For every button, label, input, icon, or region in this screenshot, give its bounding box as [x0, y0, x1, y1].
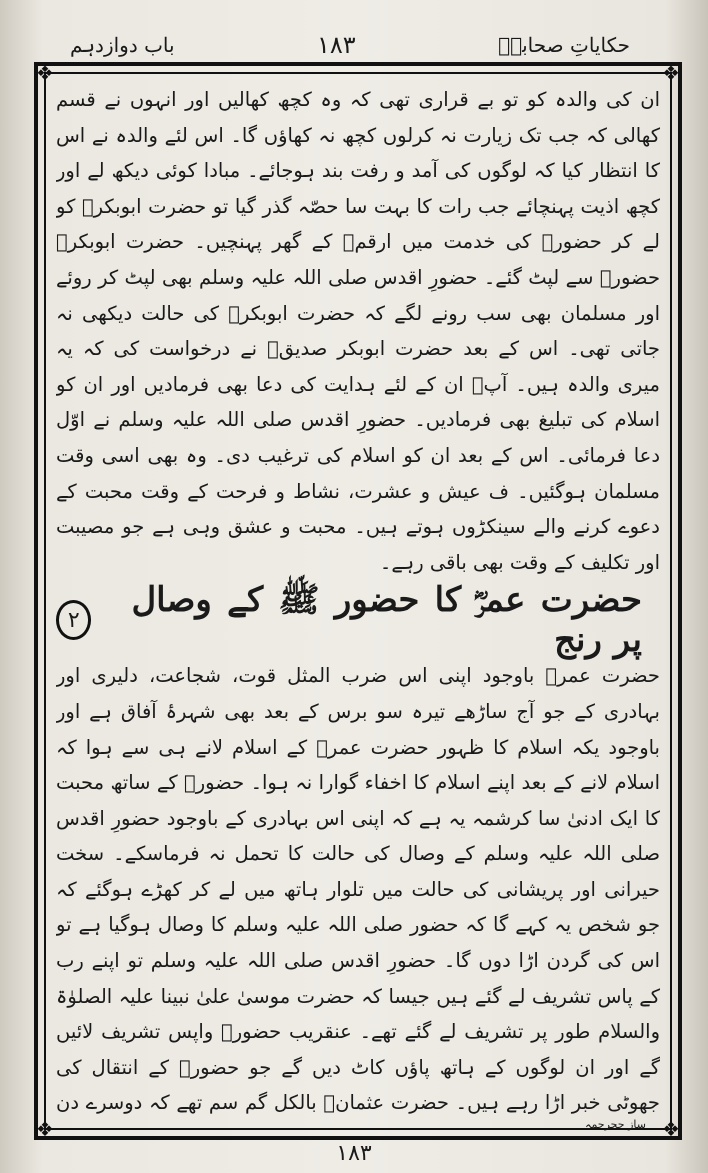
footer-page-number: ۱۸۳: [336, 1141, 372, 1166]
corner-ornament-icon: ❖: [662, 61, 680, 85]
header-page-number: ۱۸۳: [317, 31, 356, 59]
corner-ornament-icon: ❖: [36, 1117, 54, 1141]
header-chapter-title: باب دوازدہم: [70, 33, 175, 57]
running-header: [70, 28, 630, 62]
page-body: [56, 82, 660, 1118]
section-title: حضرت عمرؓ کا حضور ﷺ کے وصال پر رنج: [131, 580, 642, 661]
paragraph-1: ان کی والدہ کو تو بے قراری تھی کہ وہ کچھ کھالیں اور انہوں نے قسم کھالی کہ جب تک زیارت نہ کرلوں کچھ نہ کھاؤں گا۔ اس لئے والدہ نے اس کا انتظار کیا کہ لوگوں کی آمد و رفت بند ہوجائے۔ مبادا کوئی دیکھ لے اور کچھ اذیت پہنچائے جب رات کا بہت سا حصّہ گذر گیا تو حضرت ابوبکرؓ کو لے کر حضورؐ کی خدمت میں ارقمؓ کے گھر پہنچیں۔ حضرت ابوبکرؓ حضورؐ سے لپٹ گئے۔ حضورِ اقدس صلی اللہ علیہ وسلم بھی لپٹ کر روئے اور مسلمان بھی سب رونے لگے کہ حضرت ابوبکرؓ کی حالت دیکھی نہ جاتی تھی۔ اس کے بعد حضرت ابوبکر صدیقؓ نے درخواست کی کہ یہ میری والدہ ہیں۔ آپؐ ان کے لئے ہدایت کی دعا بھی فرمادیں اور ان کو اسلام کی تبلیغ بھی فرمادیں۔ حضورِ اقدس صلی اللہ علیہ وسلم نے اوّل دعا فرمائی۔ اس کے بعد ان کو اسلام کی ترغیب دی۔ وہ بھی اسی وقت مسلمان ہوگئیں۔ ف عیش و عشرت، نشاط و فرحت کے وقت محبت کے دعوے کرنے والے سینکڑوں ہوتے ہیں۔ محبت و عشق وہی ہے جو مصیبت اور تکلیف کے وقت بھی باقی رہے۔: [56, 88, 660, 574]
corner-ornament-icon: ❖: [662, 1117, 680, 1141]
section-number-circle: ۲: [56, 600, 91, 640]
section-heading: [56, 580, 660, 661]
footer-note: ساز ححرحمہ: [585, 1118, 646, 1131]
corner-ornament-icon: ❖: [36, 61, 54, 85]
header-book-title: حکایاتِ صحابہؓ: [498, 33, 630, 57]
paragraph-2: حضرت عمرؓ باوجود اپنی اس ضرب المثل قوت، شجاعت، دلیری اور بہادری کے جو آج ساڑھے تیرہ سو برس کے بعد بھی شہرۂ آفاق ہے اور باوجود یکہ اسلام کا ظہور حضرت عمرؓ کے اسلام لانے ہی سے ہوا کہ اسلام لانے کے بعد اپنے اسلام کا اخفاء گوارا نہ ہوا۔ حضورؐ کے ساتھ محبت کا ایک ادنیٰ سا کرشمہ یہ ہے کہ اپنی اس بہادری کے باوجود حضورِ اقدس صلی اللہ علیہ وسلم کے وصال کی حالت کا تحمل نہ فرماسکے۔ سخت حیرانی اور پریشانی کی حالت میں تلوار ہاتھ میں لے کر کھڑے ہوگئے کہ جو شخص یہ کہے گا کہ حضور صلی اللہ علیہ وسلم کا وصال ہوگیا ہے تو اس کی گردن اڑا دوں گا۔ حضورِ اقدس صلی اللہ علیہ وسلم تو اپنے رب کے پاس تشریف لے گئے ہیں جیسا کہ حضرت موسیٰ علیٰ نبینا علیہ الصلوٰۃ والسلام طور پر تشریف لے گئے تھے۔ عنقریب حضورؐ واپس تشریف لائیں گے اور ان لوگوں کے ہاتھ پاؤں کاٹ دیں گے جو حضورؐ کے انتقال کی جھوٹی خبر اڑا رہے ہیں۔ حضرت عثمانؓ بالکل گم سم تھے کہ دوسرے دن: [56, 664, 660, 1115]
